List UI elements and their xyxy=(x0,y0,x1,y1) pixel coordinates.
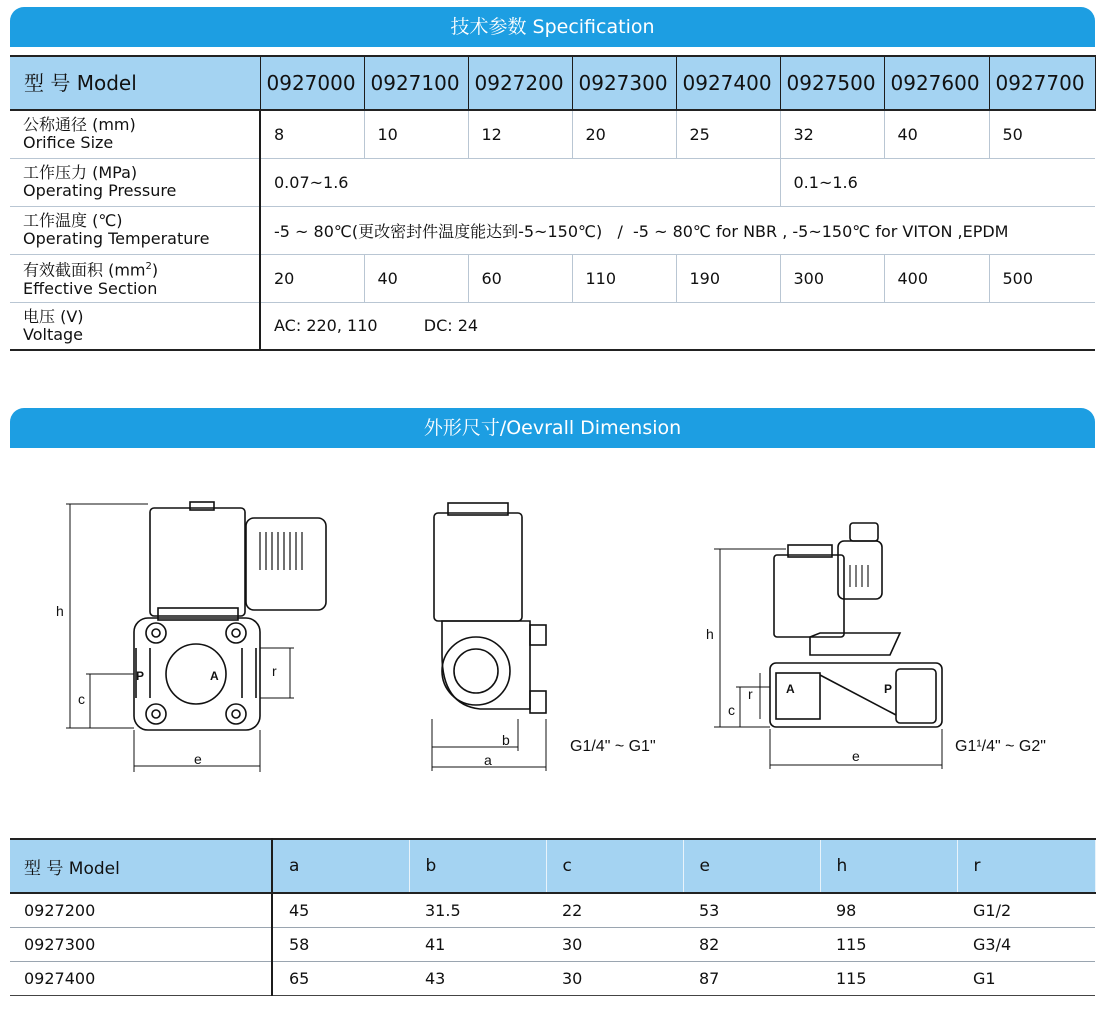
pressure-low-value: 0.07~1.6 xyxy=(260,158,780,206)
dim-cell: 115 xyxy=(820,961,957,995)
dim-label-a: a xyxy=(484,752,492,768)
dim-cell: 45 xyxy=(272,893,409,927)
dim-cell: 30 xyxy=(546,961,683,995)
orifice-value: 40 xyxy=(884,110,989,158)
dim-label-r: r xyxy=(272,663,277,679)
section-value: 20 xyxy=(260,254,364,302)
port-label-p: P xyxy=(136,669,145,683)
voltage-label xyxy=(10,302,260,350)
dim-label-h-large: h xyxy=(706,626,714,642)
pressure-label-en: Operating Pressure xyxy=(23,181,177,200)
section-value: 400 xyxy=(884,254,989,302)
temperature-value: -5 ~ 80℃(更改密封件温度能达到-5~150℃) / -5 ~ 80℃ for NBR , -5~150℃ for VITON ,EPDM xyxy=(260,206,1095,254)
section-value: 300 xyxy=(780,254,884,302)
section-value: 40 xyxy=(364,254,468,302)
dim-cell: 31.5 xyxy=(409,893,546,927)
dim-col-header: r xyxy=(957,839,1095,893)
dim-header-row xyxy=(10,839,1095,893)
voltage-row xyxy=(10,302,1095,350)
dim-cell: 58 xyxy=(272,927,409,961)
thread-range-small: G1/4" ~ G1" xyxy=(570,738,656,755)
temperature-label-en: Operating Temperature xyxy=(23,229,210,248)
model-cell: 0927200 xyxy=(468,56,572,110)
voltage-label-zh: 电压 (V) xyxy=(23,306,84,326)
section-label-sup: 2 xyxy=(145,261,152,273)
model-cell: 0927300 xyxy=(572,56,676,110)
dim-model-label: 型 号 Model xyxy=(10,839,272,893)
section-value: 60 xyxy=(468,254,572,302)
model-label: 型 号 Model xyxy=(10,56,260,110)
specification-banner: 技术参数 Specification xyxy=(10,7,1095,47)
dim-cell: 98 xyxy=(820,893,957,927)
spec-header-row xyxy=(10,56,1095,110)
orifice-label xyxy=(10,110,260,158)
model-cell: 0927500 xyxy=(780,56,884,110)
voltage-value xyxy=(260,302,1095,350)
dim-col-header: e xyxy=(683,839,820,893)
orifice-value: 32 xyxy=(780,110,884,158)
dim-cell: G1 xyxy=(957,961,1095,995)
pressure-label-zh: 工作压力 (MPa) xyxy=(23,163,138,182)
section-label xyxy=(10,254,260,302)
pressure-row xyxy=(10,158,1095,206)
orifice-label-zh: 公称通径 (mm) xyxy=(23,115,136,135)
section-label-en: Effective Section xyxy=(23,278,158,298)
voltage-dc: DC: 24 xyxy=(423,316,479,336)
thread-range-large: G1¹/4" ~ G2" xyxy=(955,738,1046,755)
section-label-zh xyxy=(23,258,259,279)
dim-label-b: b xyxy=(502,732,510,748)
table-row xyxy=(10,961,1095,995)
dim-cell: 65 xyxy=(272,961,409,995)
port-label-a: A xyxy=(210,669,219,683)
orifice-value: 25 xyxy=(676,110,780,158)
dim-col-header: b xyxy=(409,839,546,893)
temperature-label xyxy=(10,206,260,254)
orifice-label-en: Orifice Size xyxy=(23,133,114,153)
temperature-label-zh: 工作温度 (℃) xyxy=(23,211,123,230)
orifice-value: 50 xyxy=(989,110,1095,158)
model-cell: 0927600 xyxy=(884,56,989,110)
orifice-value: 8 xyxy=(260,110,364,158)
model-cell: 0927400 xyxy=(676,56,780,110)
pressure-high-value: 0.1~1.6 xyxy=(780,158,1095,206)
dim-cell: 41 xyxy=(409,927,546,961)
port-label-p-large: P xyxy=(884,682,893,696)
side-view-drawing xyxy=(420,495,560,775)
dim-label-r-large: r xyxy=(748,686,753,702)
dim-cell: 30 xyxy=(546,927,683,961)
large-valve-drawing xyxy=(700,515,945,775)
dim-cell: 53 xyxy=(683,893,820,927)
voltage-ac: AC: 220, 110 xyxy=(274,316,378,336)
specification-table xyxy=(10,55,1096,351)
dim-cell: 87 xyxy=(683,961,820,995)
orifice-row xyxy=(10,110,1095,158)
front-view-drawing xyxy=(50,490,350,780)
model-cell: 0927700 xyxy=(989,56,1095,110)
orifice-value: 20 xyxy=(572,110,676,158)
port-label-a-large: A xyxy=(786,682,795,696)
dim-row-model: 0927200 xyxy=(10,893,272,927)
dim-label-h: h xyxy=(56,603,64,619)
dim-cell: G3/4 xyxy=(957,927,1095,961)
model-cell: 0927000 xyxy=(260,56,364,110)
dimension-table xyxy=(10,838,1096,996)
section-value: 110 xyxy=(572,254,676,302)
dim-label-c-large: c xyxy=(728,702,735,718)
dim-label-c: c xyxy=(78,691,85,707)
dim-cell: 115 xyxy=(820,927,957,961)
dim-label-e: e xyxy=(194,751,202,767)
dim-cell: 22 xyxy=(546,893,683,927)
temperature-row xyxy=(10,206,1095,254)
dimension-banner: 外形尺寸/Oevrall Dimension xyxy=(10,408,1095,448)
dim-row-model: 0927300 xyxy=(10,927,272,961)
section-value: 500 xyxy=(989,254,1095,302)
table-row xyxy=(10,893,1095,927)
dim-row-model: 0927400 xyxy=(10,961,272,995)
orifice-value: 12 xyxy=(468,110,572,158)
dim-cell: G1/2 xyxy=(957,893,1095,927)
section-label-zh-text: 有效截面积 (mm xyxy=(23,260,146,280)
section-label-zh-end: ) xyxy=(151,260,159,280)
dim-cell: 82 xyxy=(683,927,820,961)
dim-cell: 43 xyxy=(409,961,546,995)
dim-col-header: h xyxy=(820,839,957,893)
voltage-label-en: Voltage xyxy=(23,324,84,344)
pressure-label xyxy=(10,158,260,206)
model-cell: 0927100 xyxy=(364,56,468,110)
dim-label-e-large: e xyxy=(852,748,860,764)
orifice-value: 10 xyxy=(364,110,468,158)
table-row xyxy=(10,927,1095,961)
dim-col-header: a xyxy=(272,839,409,893)
dim-col-header: c xyxy=(546,839,683,893)
section-value: 190 xyxy=(676,254,780,302)
section-row xyxy=(10,254,1095,302)
